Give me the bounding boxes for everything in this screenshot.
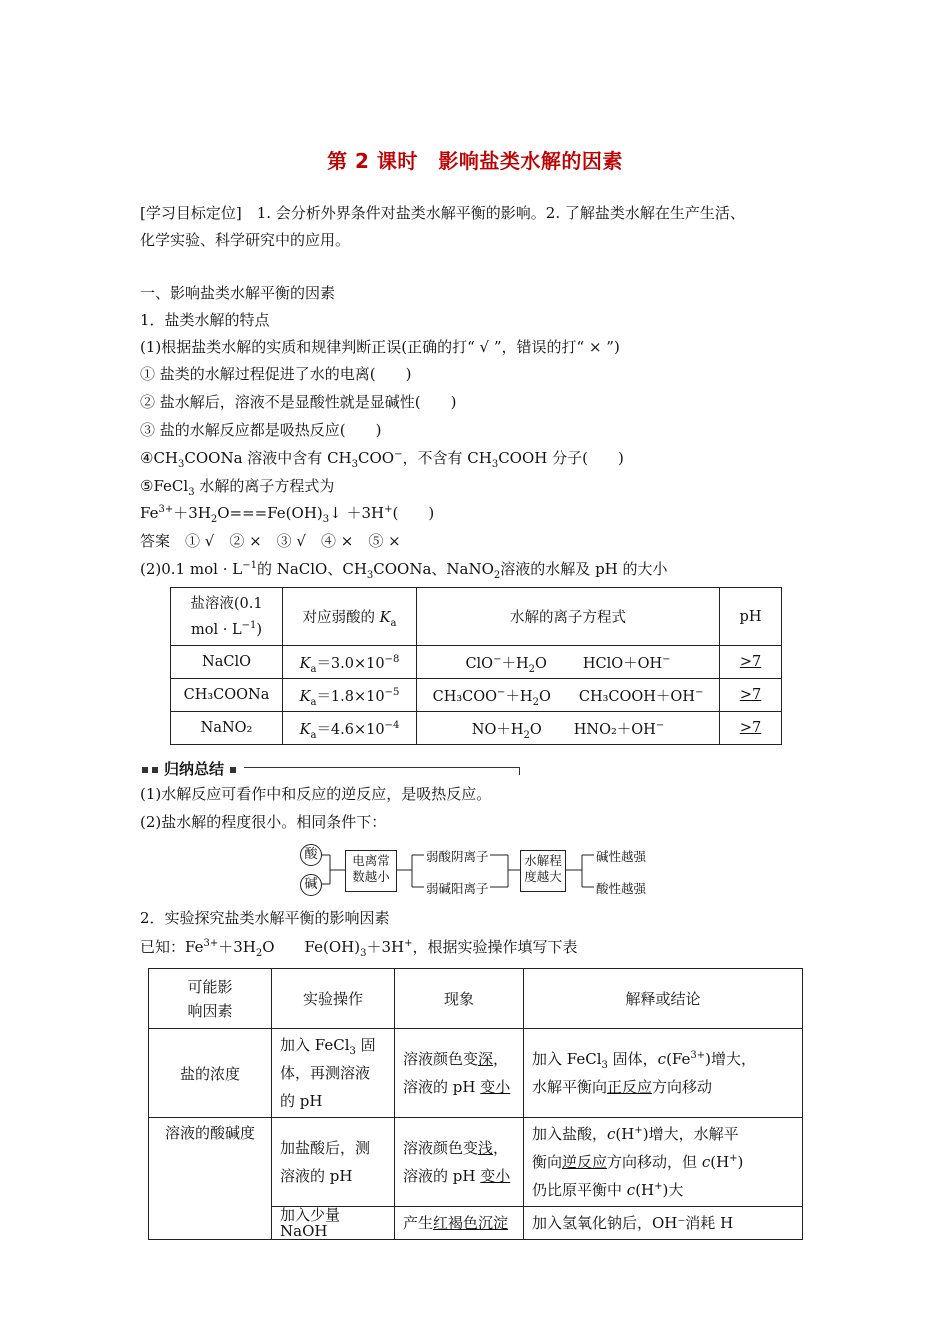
judge-item-5: ⑤FeCl$_3$ 水解的离子方程式为 xyxy=(140,477,335,498)
ka-cell: $K_a=1.8\times 10^{-5}$ xyxy=(283,679,417,712)
ph-cell: >7 xyxy=(720,712,782,745)
table-row xyxy=(171,712,782,745)
base-circle: 碱 xyxy=(300,874,322,896)
judge-intro: (1)根据盐类水解的实质和规律判断正误(正确的打“ √ ”，错误的打“ × ”) xyxy=(140,338,620,356)
header-equation: 水解的离子方程式 xyxy=(417,588,720,646)
table-row xyxy=(171,646,782,679)
ionization-constant-box: 电离常 数越小 xyxy=(345,850,397,892)
conclusion-cell: 加入盐酸，c(H+)增大，水解平 衡向逆反应方向移动，但 c(H+) 仍比原平衡中 c(H+)大 xyxy=(524,1118,803,1207)
judge-item-5-equation: $Fe^{3+}+3H_2O===Fe(OH)_3↓ +3H^+$( ) xyxy=(140,504,435,525)
conclusion-cell: 加入氢氧化钠后，OH⁻消耗 H xyxy=(524,1207,803,1240)
judge-item-1: ① 盐类的水解过程促进了水的电离( ) xyxy=(140,365,412,383)
phenomenon-cell: 产生红褐色沉淀 xyxy=(395,1207,524,1240)
factors-table xyxy=(148,968,803,1240)
learning-goal-line2: 化学实验、科学研究中的应用。 xyxy=(140,231,351,249)
summary-title: 归纳总结 xyxy=(140,758,244,779)
judge-item-4: $④CH_3COONa$ 溶液中含有 $CH_3COO^-$，不含有 $CH_3COOH$ 分子( ) xyxy=(140,449,624,470)
phenomenon-cell: 溶液颜色变深， 溶液的 pH 变小 xyxy=(395,1029,524,1118)
factor-cell: 盐的浓度 xyxy=(149,1029,272,1118)
operation-cell: 加入 FeCl$_3$ 固 体，再测溶液 的 pH xyxy=(272,1029,395,1118)
phenomenon-cell: 溶液颜色变浅， 溶液的 pH 变小 xyxy=(395,1118,524,1207)
equation-cell: $ClO^-+H_2O$ HClO＋OH− xyxy=(417,646,720,679)
alkalinity-label: 碱性越强 xyxy=(596,849,647,864)
factor-cell: 溶液的酸碱度 xyxy=(149,1118,272,1240)
table-header-row xyxy=(149,969,803,1029)
header-factor: 可能影 响因素 xyxy=(149,969,272,1029)
table-header-row xyxy=(171,588,782,646)
ka-cell: $K_a=4.6\times 10^{-4}$ xyxy=(283,712,417,745)
summary-rule xyxy=(220,767,520,768)
judge-item-2: ② 盐水解后，溶液不是显酸性就是显碱性( ) xyxy=(140,393,457,411)
point1-heading: 1．盐类水解的特点 xyxy=(140,311,270,329)
equation-cell: $CH_3COO^-+H_2O$ CH₃COOH＋OH− xyxy=(417,679,720,712)
equation-cell: $NO+H_2O$ HNO₂＋OH− xyxy=(417,712,720,745)
salt-cell: NaNO₂ xyxy=(171,712,283,745)
learning-goal-line1 xyxy=(140,203,745,223)
acid-circle: 酸 xyxy=(300,844,322,866)
weak-acid-anion-label: 弱酸阴离子 xyxy=(426,849,489,864)
summary-line-1: (1)水解反应可看作中和反应的逆反应，是吸热反应。 xyxy=(140,785,492,803)
summary-banner xyxy=(140,758,520,776)
acidity-label: 酸性越强 xyxy=(596,881,647,896)
salt-cell: NaClO xyxy=(171,646,283,679)
learning-goal-text: 1. 会分析外界条件对盐类水解平衡的影响。2. 了解盐类水解在生产生活、 xyxy=(241,204,745,222)
point2-heading: 2．实验探究盐类水解平衡的影响因素 xyxy=(140,909,390,927)
table-row xyxy=(171,679,782,712)
weak-base-cation-label: 弱碱阳离子 xyxy=(426,881,489,896)
ph-cell: >7 xyxy=(720,679,782,712)
operation-cell: 加入少量 NaOH xyxy=(272,1207,395,1240)
known-equation: 已知：$Fe^{3+}+3H_2O$ $Fe(OH)_3+3H^+$，根据实验操作填写下表 xyxy=(140,938,578,959)
table-row xyxy=(149,1029,803,1118)
page-title: 第 2 课时 影响盐类水解的因素 xyxy=(327,149,623,173)
header-conclusion: 解释或结论 xyxy=(524,969,803,1029)
table-row xyxy=(149,1118,803,1207)
ph-cell: >7 xyxy=(720,646,782,679)
question-2: (2)0.1 mol · $L^{-1}$的 NaClO、$CH_3COONa$、NaNO$_2$溶液的水解及 pH 的大小 xyxy=(140,560,668,581)
header-salt: 盐溶液(0.1 mol · $L^{-1}$) xyxy=(171,588,283,646)
hydrolysis-diagram xyxy=(300,838,660,898)
header-phenomenon: 现象 xyxy=(395,969,524,1029)
salt-cell: CH₃COONa xyxy=(171,679,283,712)
header-ka: 对应弱酸的 $K_a$ xyxy=(283,588,417,646)
conclusion-cell: 加入 FeCl$_3$ 固体，$c(Fe^{3+})$增大， 水解平衡向正反应方向移动 xyxy=(524,1029,803,1118)
ka-cell: $K_a=3.0\times 10^{-8}$ xyxy=(283,646,417,679)
operation-cell: 加盐酸后，测 溶液的 pH xyxy=(272,1118,395,1207)
header-ph: pH xyxy=(720,588,782,646)
hydrolysis-degree-box: 水解程 度越大 xyxy=(520,850,566,892)
learning-goal-label: [学习目标定位] xyxy=(140,204,242,222)
summary-line-2: (2)盐水解的程度很小。相同条件下： xyxy=(140,813,387,831)
judge-item-3: ③ 盐的水解反应都是吸热反应( ) xyxy=(140,421,382,439)
hydrolysis-table xyxy=(170,587,782,745)
summary-rule-end xyxy=(519,767,520,775)
answer-line: 答案 ① √ ② × ③ √ ④ × ⑤ × xyxy=(140,532,401,550)
section1-heading: 一、影响盐类水解平衡的因素 xyxy=(140,284,336,302)
header-operation: 实验操作 xyxy=(272,969,395,1029)
